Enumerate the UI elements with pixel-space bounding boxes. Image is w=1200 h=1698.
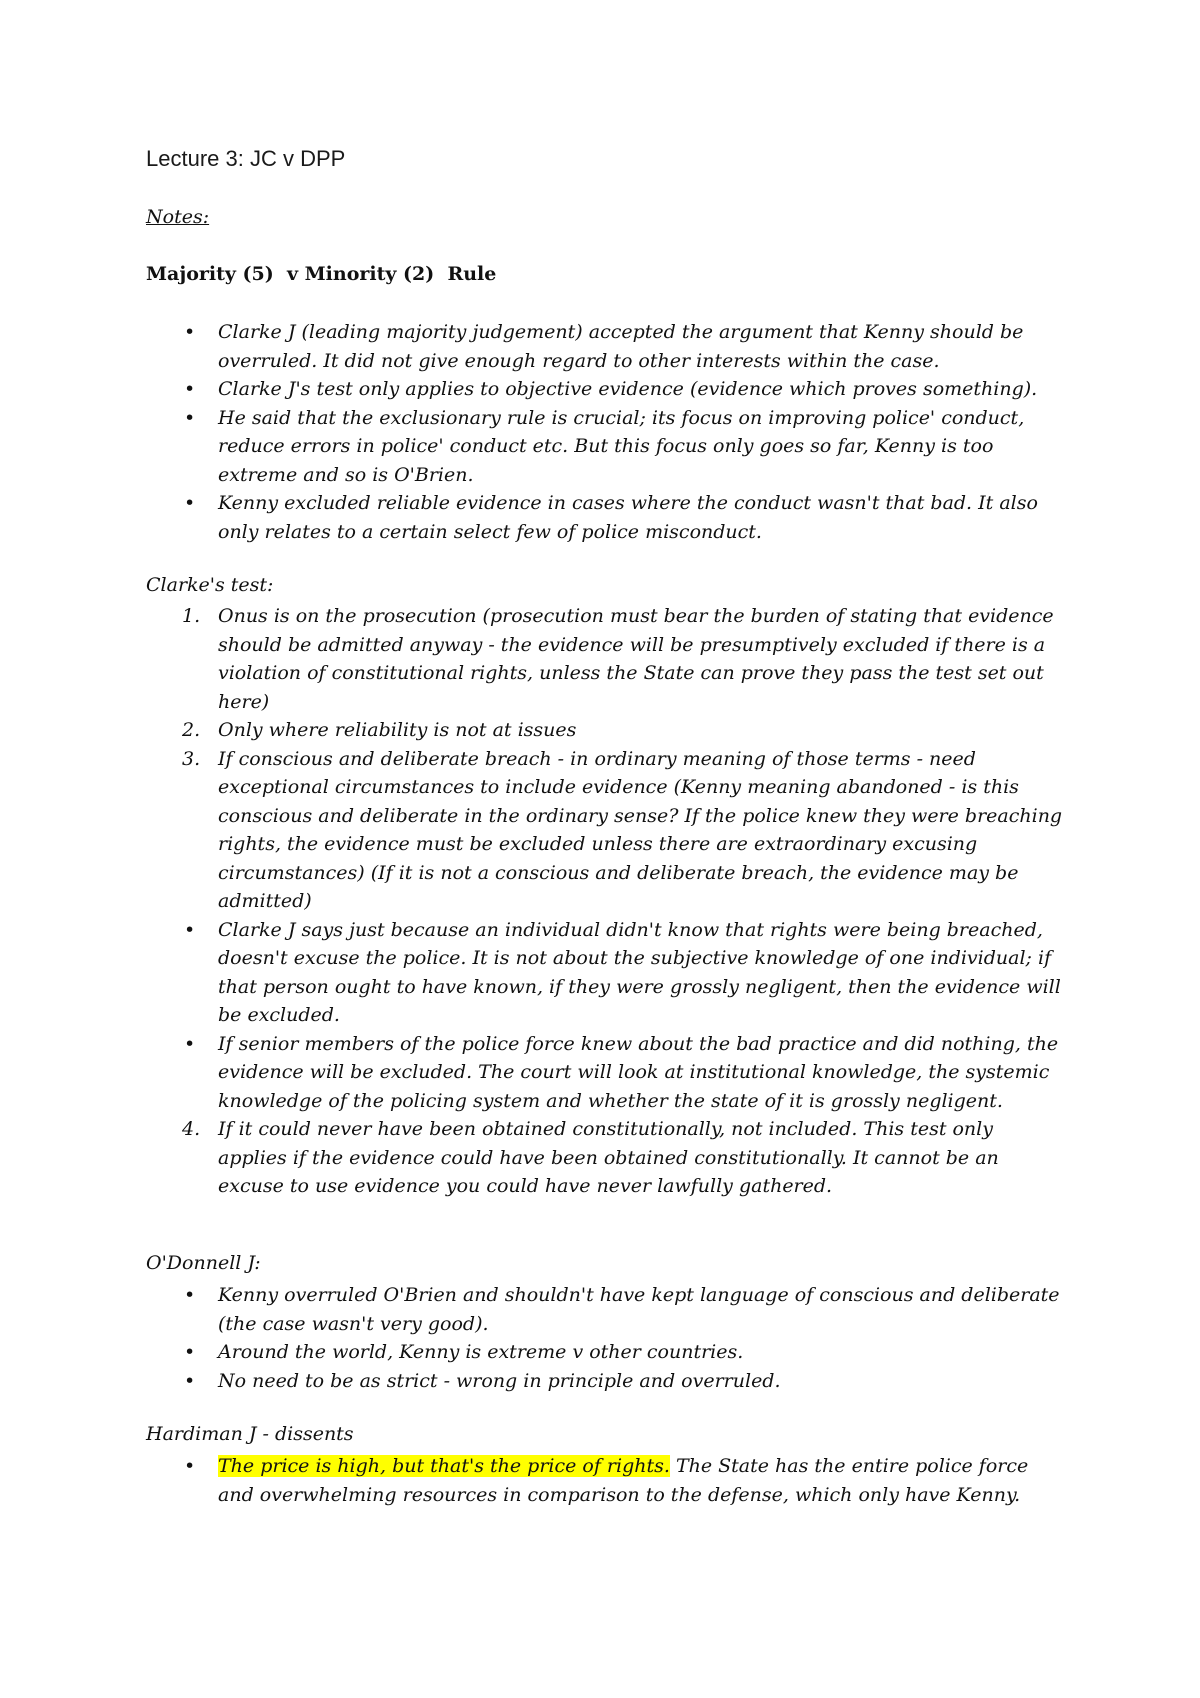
hardiman-bullet-list bbox=[146, 1452, 1066, 1509]
list-item bbox=[146, 375, 1066, 404]
list-item-text: If senior members of the police force knew about the bad practice and did nothing, the evidence will be excluded. The court will look at institutional knowledge, the systemic knowledge of the policing system and whether the state of it is grossly negligent. bbox=[218, 1032, 1059, 1112]
odonnell-label: O'Donnell J: bbox=[146, 1252, 261, 1274]
bullet-icon: • bbox=[184, 1284, 196, 1306]
list-number: 3. bbox=[182, 747, 201, 770]
notes-label: Notes: bbox=[146, 206, 210, 228]
list-item bbox=[146, 1281, 1066, 1338]
list-item-text: The State has the entire police force and overwhelming resources in comparison to the defense, which only have Kenny. bbox=[218, 1455, 1029, 1506]
bullet-icon: • bbox=[184, 918, 196, 941]
list-item-text: Around the world, Kenny is extreme v other countries. bbox=[218, 1341, 744, 1363]
list-item bbox=[146, 916, 1066, 1030]
list-item-text: If conscious and deliberate breach - in ordinary meaning of those terms - need exceptional circumstances to include evidence (Kenny meaning abandoned - is this conscious and deliberate in the ordinary sense? If the police knew they were breaching rights, the evidence must be excluded unless there are extraordinary excusing circumstances) (If it is not a conscious and deliberate breach, the evidence may be admitted) bbox=[218, 747, 1063, 912]
bullet-icon: • bbox=[184, 378, 196, 400]
list-item bbox=[146, 1452, 1066, 1509]
hardiman-label: Hardiman J - dissents bbox=[146, 1423, 354, 1445]
majority-minority-heading: Majority (5) v Minority (2) Rule bbox=[146, 263, 497, 285]
document-title: Lecture 3: JC v DPP bbox=[146, 146, 346, 171]
list-item bbox=[146, 1030, 1066, 1116]
list-item-text: Only where reliability is not at issues bbox=[218, 719, 577, 741]
bullet-icon: • bbox=[184, 1455, 196, 1477]
odonnell-bullet-list bbox=[146, 1281, 1066, 1395]
list-item bbox=[146, 404, 1066, 490]
list-item bbox=[146, 1367, 1066, 1396]
list-item-text: He said that the exclusionary rule is crucial; its focus on improving police' conduct, reduce errors in police' conduct etc. But this focus only goes so far, Kenny is too extreme and so is O'Brien. bbox=[218, 406, 1025, 486]
list-number: 4. bbox=[182, 1118, 201, 1140]
list-item-text: Kenny excluded reliable evidence in cases where the conduct wasn't that bad. It also only relates to a certain select few of police misconduct. bbox=[218, 492, 1038, 543]
list-item-text: Kenny overruled O'Brien and shouldn't have kept language of conscious and deliberate (the case wasn't very good). bbox=[218, 1284, 1060, 1335]
list-item bbox=[146, 602, 1066, 716]
list-item bbox=[146, 489, 1066, 546]
clarke-test-list bbox=[146, 602, 1066, 1201]
bullet-icon: • bbox=[184, 321, 196, 343]
list-item-text: No need to be as strict - wrong in principle and overruled. bbox=[218, 1369, 781, 1392]
list-item bbox=[146, 1338, 1066, 1367]
clarke-test-label: Clarke's test: bbox=[146, 574, 274, 596]
majority-bullet-list bbox=[146, 318, 1066, 546]
list-item-text: Onus is on the prosecution (prosecution must bear the burden of stating that evidence should be admitted anyway - the evidence will be presumptively excluded if there is a violation of constitutional rights, unless the State can prove they pass the test set out here) bbox=[218, 605, 1054, 713]
bullet-icon: • bbox=[184, 406, 196, 429]
list-item bbox=[146, 716, 1066, 745]
list-item bbox=[146, 1115, 1066, 1201]
list-number: 1. bbox=[182, 605, 201, 627]
bullet-icon: • bbox=[184, 492, 196, 514]
list-item bbox=[146, 318, 1066, 375]
bullet-icon: • bbox=[184, 1032, 196, 1055]
list-item-text: Clarke J says just because an individual didn't know that rights were being breached, doesn't excuse the police. It is not about the subjective knowledge of one individual; if that person ought to have known, if they were grossly negligent, then the evidence will be excluded. bbox=[218, 918, 1061, 1026]
list-item-text: Clarke J's test only applies to objective evidence (evidence which proves something). bbox=[218, 378, 1038, 400]
bullet-icon: • bbox=[184, 1369, 196, 1392]
bullet-icon: • bbox=[184, 1341, 196, 1363]
list-item-text: Clarke J (leading majority judgement) accepted the argument that Kenny should be overruled. It did not give enough regard to other interests within the case. bbox=[218, 321, 1024, 372]
list-number: 2. bbox=[182, 719, 201, 741]
highlighted-text: The price is high, but that's the price of rights. bbox=[218, 1455, 670, 1477]
list-item-text: If it could never have been obtained constitutionally, not included. This test only applies if the evidence could have been obtained constitutionally. It cannot be an excuse to use evidence you could have never lawfully gathered. bbox=[218, 1118, 999, 1197]
list-item bbox=[146, 745, 1066, 916]
